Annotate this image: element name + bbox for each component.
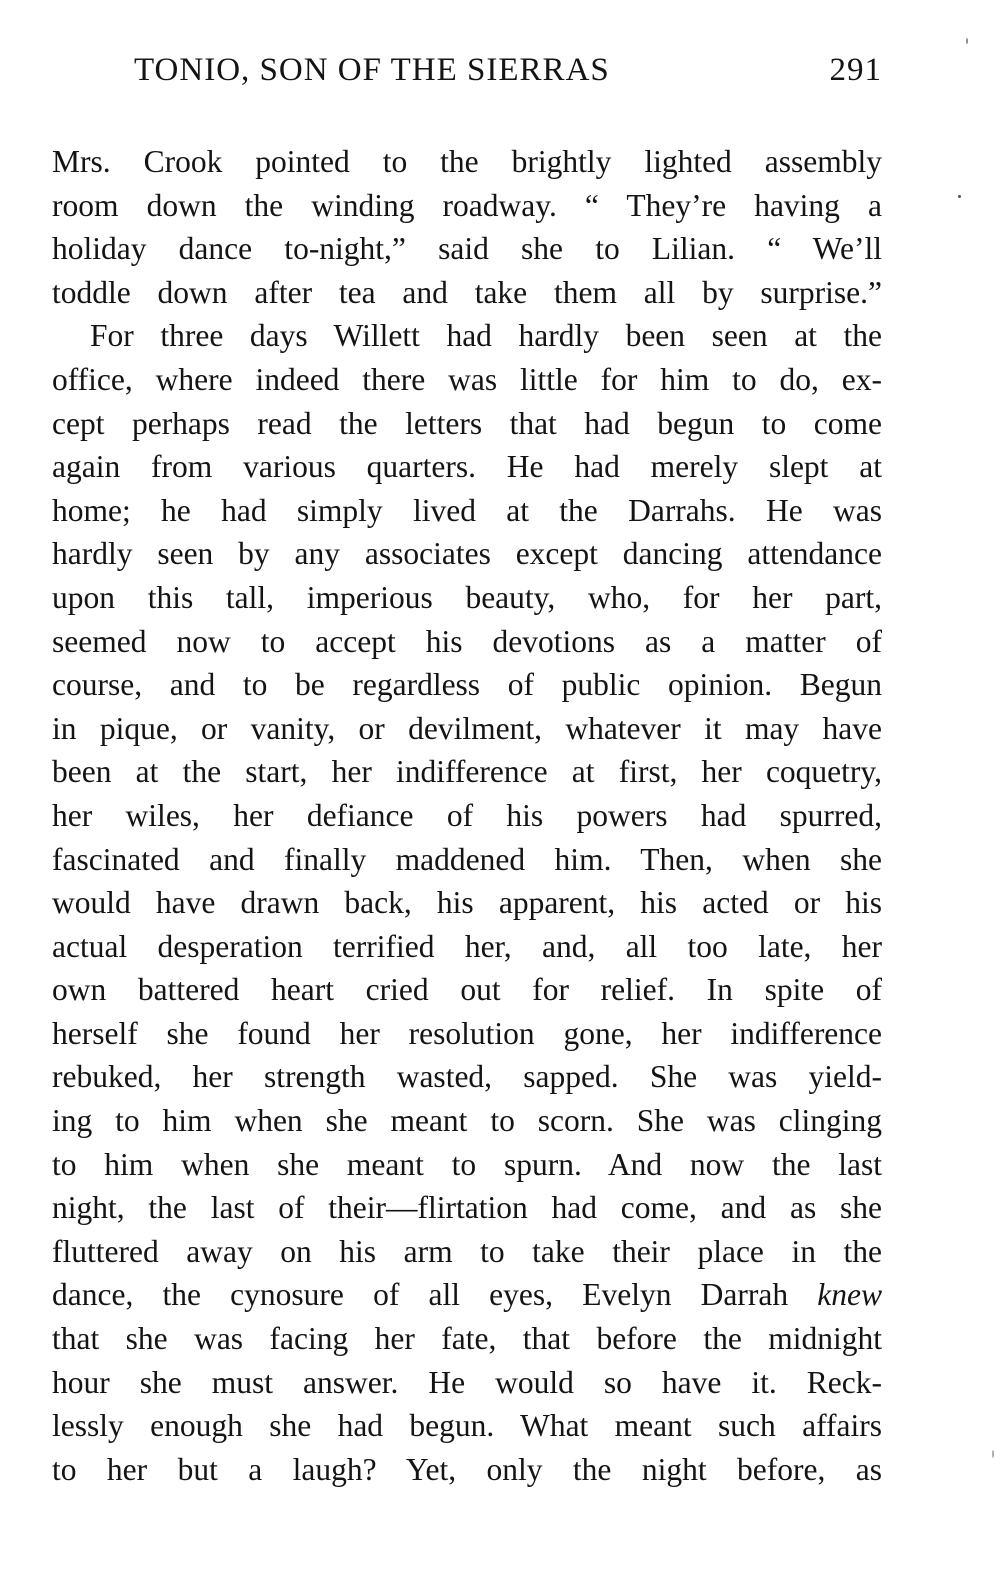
italic-word: knew xyxy=(817,1277,883,1313)
book-page xyxy=(52,52,882,1491)
text-line: in pique, or vanity, or devilment, whatever it may have xyxy=(52,710,882,746)
text-line: Mrs. Crook pointed to the brightly lighted assembly xyxy=(52,144,882,179)
text-line: ing to him when she meant to scorn. She was clinging xyxy=(52,1103,882,1139)
text-line xyxy=(52,1273,882,1317)
text-line: rebuked, her strength wasted, sapped. She was yield- xyxy=(52,1059,882,1095)
text-line: own battered heart cried out for relief. In spite of xyxy=(52,972,882,1008)
text-line: again from various quarters. He had merely slept at xyxy=(52,449,882,485)
text-line: to him when she meant to spurn. And now the last xyxy=(52,1146,882,1182)
text-line: holiday dance to-night,” said she to Lilian. “ We’ll xyxy=(52,231,882,267)
text-line: been at the start, her indifference at first, her coquetry, xyxy=(52,754,882,790)
text-line: hour she must answer. He would so have it. Reck- xyxy=(52,1364,882,1400)
text-line: home; he had simply lived at the Darrahs. He was xyxy=(52,492,882,528)
text-line: toddle down after tea and take them all by surprise.” xyxy=(52,274,882,310)
text-line: fluttered away on his arm to take their place in the xyxy=(52,1233,882,1269)
paper-speck xyxy=(992,1450,994,1458)
text-line: upon this tall, imperious beauty, who, for her part, xyxy=(52,579,882,615)
text-line: actual desperation terrified her, and, all too late, her xyxy=(52,928,882,964)
text-line: night, the last of their—flirtation had come, and as she xyxy=(52,1190,882,1226)
paper-speck xyxy=(966,38,968,44)
text-line: For three days Willett had hardly been seen at the xyxy=(90,318,882,354)
text-line: seemed now to accept his devotions as a matter of xyxy=(52,623,882,659)
text-line: hardly seen by any associates except dancing attendance xyxy=(52,536,882,572)
text-line: her wiles, her defiance of his powers had spurred, xyxy=(52,797,882,833)
paper-speck xyxy=(958,195,961,198)
text-line: herself she found her resolution gone, her indifference xyxy=(52,1015,882,1051)
text-line: that she was facing her fate, that before the midnight xyxy=(52,1321,882,1357)
text-fragment: dance, the cynosure of all eyes, Evelyn Darrah xyxy=(52,1277,789,1313)
text-line: room down the winding roadway. “ They’re having a xyxy=(52,187,882,223)
page-number: 291 xyxy=(829,52,882,88)
text-line: to her but a laugh? Yet, only the night before, as xyxy=(52,1451,882,1487)
running-title: TONIO, SON OF THE SIERRAS xyxy=(134,52,610,88)
text-line: fascinated and finally maddened him. Then, when she xyxy=(52,841,882,877)
body-text xyxy=(52,140,882,1491)
text-line: course, and to be regardless of public opinion. Begun xyxy=(52,667,882,703)
text-line: office, where indeed there was little for him to do, ex- xyxy=(52,361,882,397)
text-line: would have drawn back, his apparent, his acted or his xyxy=(52,885,882,921)
text-line: lessly enough she had begun. What meant such affairs xyxy=(52,1408,882,1444)
text-line: cept perhaps read the letters that had begun to come xyxy=(52,405,882,441)
running-head xyxy=(52,52,882,102)
